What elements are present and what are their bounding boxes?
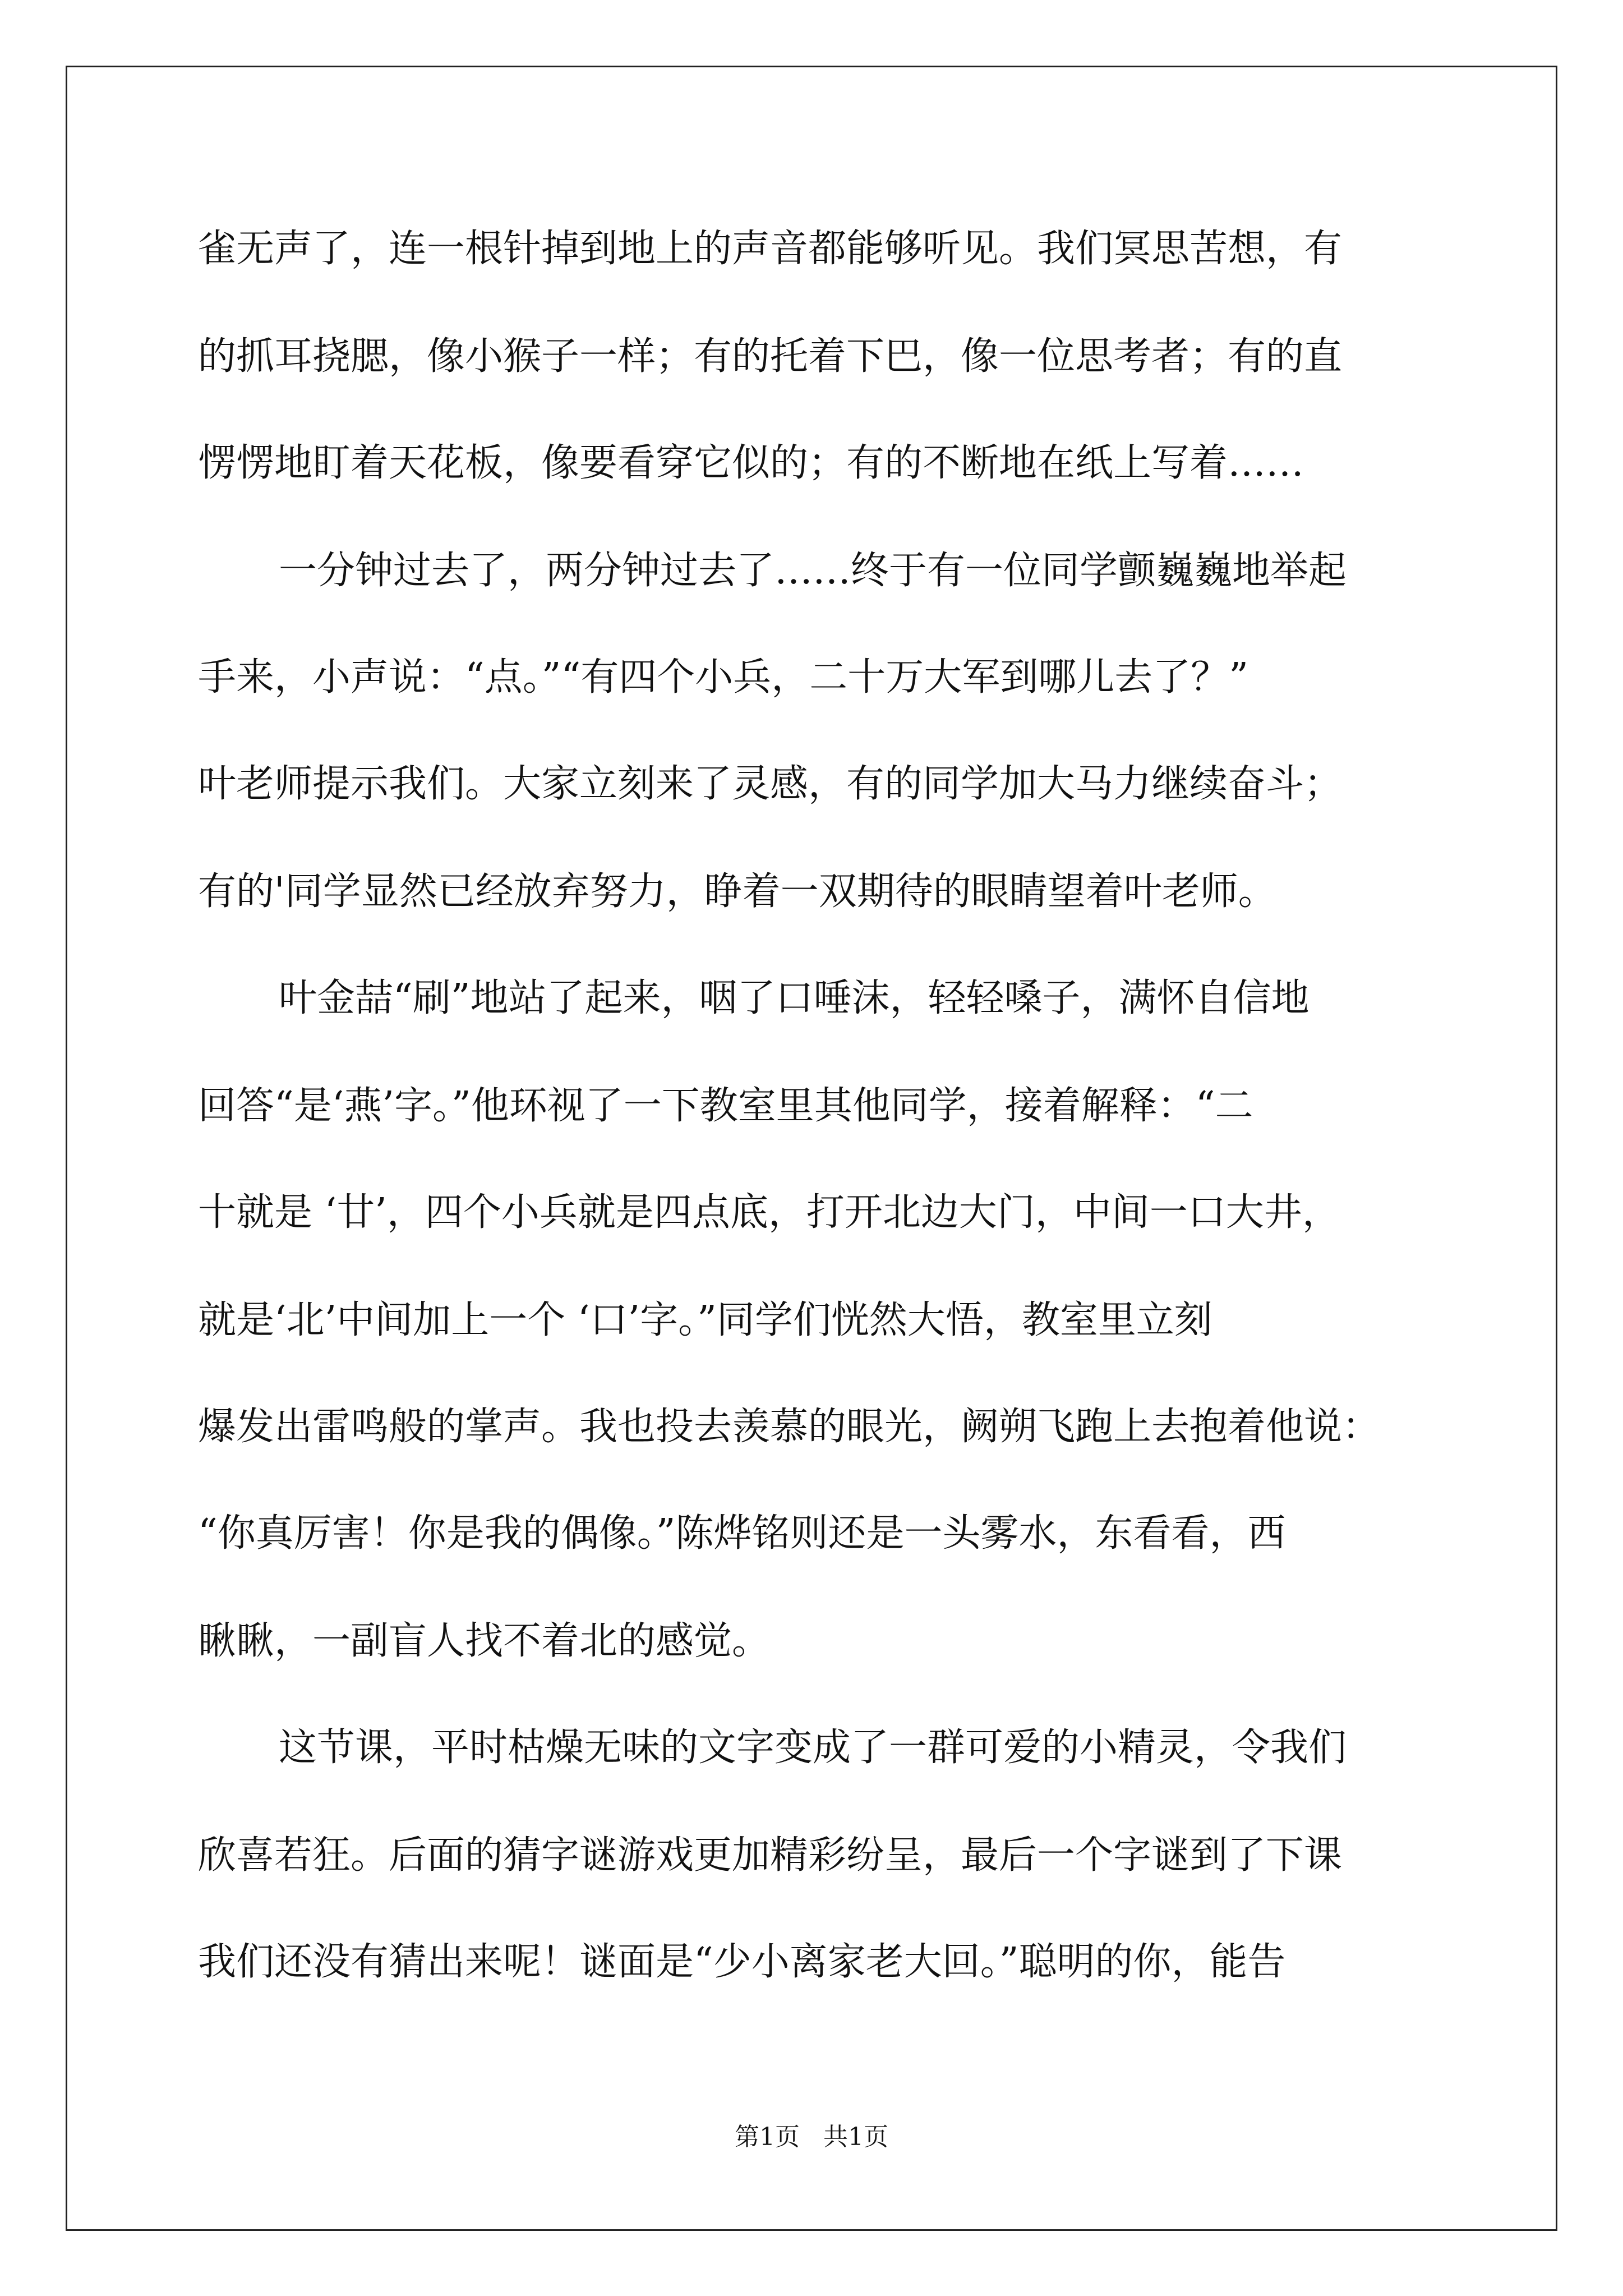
paragraph-first-line: 这节课，平时枯燥无味的文字变成了一群可爱的小精灵，令我们 (279, 1726, 1347, 1770)
paragraph-first-line: 一分钟过去了，两分钟过去了……终于有一位同学颤巍巍地举起 (279, 549, 1347, 593)
text-line: 叶老师提示我们。大家立刻来了灵感，有的同学加大马力继续奋斗； (198, 762, 1343, 806)
text-line: 爆发出雷鸣般的掌声。我也投去羡慕的眼光，阙朔飞跑上去抱着他说： (198, 1405, 1381, 1449)
text-line: “你真厉害！你是我的偶像。”陈烨铭则还是一头雾水，东看看，西 (198, 1511, 1286, 1556)
text-line: 十就是 ‘廿’，四个小兵就是四点底，打开北边大门，中间一口大井， (198, 1190, 1340, 1235)
text-line: 有的'同学显然已经放弃努力，睁着一双期待的眼睛望着叶老师。 (198, 869, 1276, 914)
text-line: 愣愣地盯着天花板，像要看穿它似的；有的不断地在纸上写着…… (198, 441, 1304, 485)
text-line: 雀无声了，连一根针掉到地上的声音都能够听见。我们冥思苦想，有 (198, 227, 1343, 271)
text-line: 就是‘北’中间加上一个 ‘口’字。”同学们恍然大悟，教室里立刻 (198, 1298, 1212, 1342)
paragraph-first-line: 叶金喆“刷”地站了起来，咽了口唾沫，轻轻嗓子，满怀自信地 (279, 976, 1310, 1020)
text-line: 我们还没有猜出来呢！谜面是“少小离家老大回。”聪明的你，能告 (198, 1940, 1286, 1984)
page-number-footer: 第1页 共1页 (735, 2123, 888, 2151)
text-line: 瞅瞅，一副盲人找不着北的感觉。 (198, 1619, 771, 1663)
text-line: 欣喜若狂。后面的猜字谜游戏更加精彩纷呈，最后一个字谜到了下课 (198, 1833, 1343, 1878)
text-line: 手来，小声说：“点。”“有四个小兵，二十万大军到哪儿去了？” (198, 655, 1249, 700)
text-line: 回答“是‘燕’字。”他环视了一下教室里其他同学，接着解释：“二 (198, 1084, 1253, 1128)
text-line: 的抓耳挠腮，像小猴子一样；有的托着下巴，像一位思考者；有的直 (198, 334, 1343, 379)
page-border (66, 66, 1557, 2231)
